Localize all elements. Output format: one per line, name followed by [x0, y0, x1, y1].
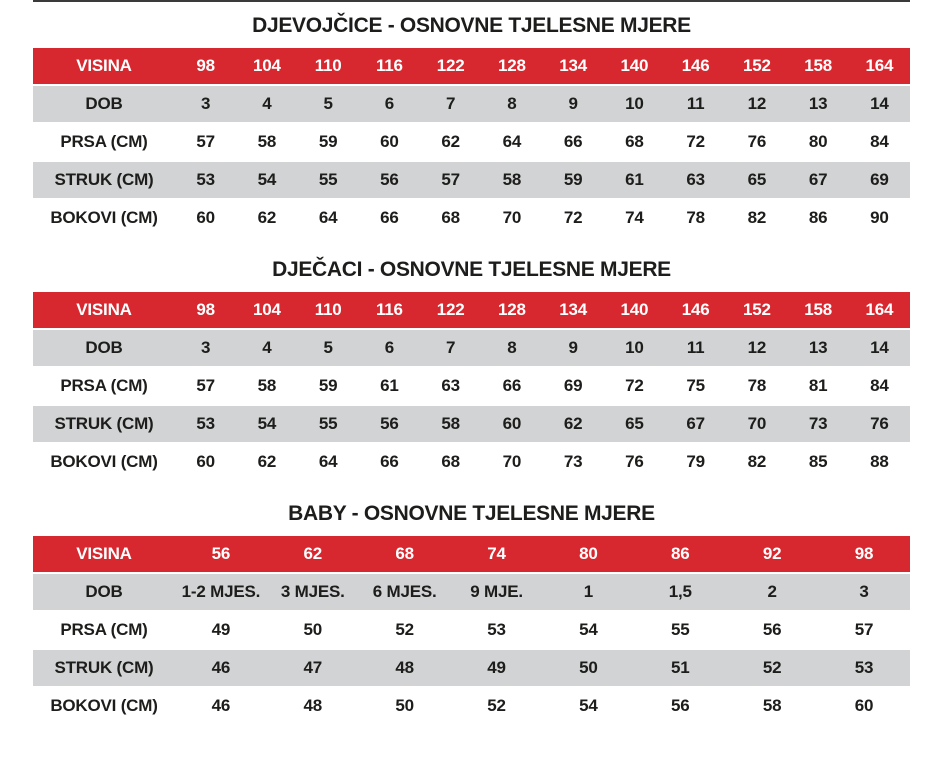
header-cell: 146: [681, 300, 710, 319]
value-cell: 53: [487, 620, 506, 639]
table-row-prsa-cm: [33, 612, 910, 648]
value-cell: 56: [762, 620, 782, 639]
header-cell: 86: [671, 544, 690, 563]
value-cell: 55: [318, 170, 338, 189]
row-label: VISINA: [76, 56, 132, 75]
value-cell: 2: [767, 582, 777, 601]
value-cell: 57: [854, 620, 874, 639]
value-cell: 47: [303, 658, 323, 677]
section-girls: [33, 14, 910, 236]
value-cell: 56: [380, 414, 399, 433]
value-cell: 14: [870, 338, 889, 357]
row-label: STRUK (CM): [54, 658, 154, 677]
header-cell: 56: [211, 544, 231, 563]
value-cell: 54: [257, 414, 277, 433]
header-cell: 164: [865, 56, 894, 75]
value-cell: 54: [579, 696, 598, 715]
size-table-boys: [33, 292, 910, 480]
value-cell: 65: [625, 414, 644, 433]
value-cell: 3 MJES.: [280, 582, 345, 601]
row-label: STRUK (CM): [54, 414, 154, 433]
value-cell: 76: [747, 132, 767, 151]
value-cell: 58: [441, 414, 460, 433]
value-cell: 80: [808, 132, 828, 151]
value-cell: 55: [671, 620, 690, 639]
header-cell: 122: [436, 56, 465, 75]
value-cell: 57: [441, 170, 460, 189]
value-cell: 55: [318, 414, 338, 433]
value-cell: 6: [384, 94, 394, 113]
value-cell: 52: [762, 658, 782, 677]
value-cell: 53: [196, 414, 215, 433]
value-cell: 60: [854, 696, 874, 715]
row-label: VISINA: [76, 544, 132, 563]
value-cell: 50: [395, 696, 414, 715]
value-cell: 84: [870, 376, 889, 395]
header-cell: 74: [487, 544, 506, 563]
value-cell: 66: [380, 452, 399, 471]
header-cell: 164: [865, 300, 894, 319]
value-cell: 7: [445, 338, 456, 357]
value-cell: 63: [686, 170, 705, 189]
table-title-boys: DJEČACI - OSNOVNE TJELESNE MJERE: [272, 258, 671, 281]
value-cell: 64: [502, 132, 522, 151]
value-cell: 1,5: [668, 582, 692, 601]
value-cell: 62: [441, 132, 460, 151]
section-baby: [33, 502, 910, 724]
size-table-girls: [33, 48, 910, 236]
table-row-visina: [33, 536, 910, 572]
value-cell: 90: [870, 208, 889, 227]
value-cell: 46: [211, 696, 231, 715]
value-cell: 1-2 MJES.: [181, 582, 261, 601]
header-cell: 104: [252, 300, 281, 319]
value-cell: 49: [487, 658, 506, 677]
value-cell: 61: [380, 376, 399, 395]
value-cell: 59: [563, 170, 583, 189]
value-cell: 14: [870, 94, 889, 113]
table-row-struk-cm: [33, 650, 910, 686]
header-cell: 152: [742, 300, 771, 319]
value-cell: 7: [445, 94, 456, 113]
value-cell: 64: [318, 452, 338, 471]
value-cell: 13: [808, 94, 828, 113]
value-cell: 82: [747, 452, 767, 471]
value-cell: 57: [196, 132, 215, 151]
value-cell: 64: [318, 208, 338, 227]
value-cell: 70: [502, 452, 522, 471]
header-cell: 158: [804, 56, 832, 75]
row-label: DOB: [85, 94, 123, 113]
value-cell: 13: [808, 338, 828, 357]
value-cell: 66: [380, 208, 399, 227]
value-cell: 50: [579, 658, 598, 677]
value-cell: 49: [211, 620, 231, 639]
value-cell: 4: [262, 94, 272, 113]
value-cell: 5: [323, 338, 333, 357]
row-label: STRUK (CM): [54, 170, 154, 189]
value-cell: 56: [380, 170, 399, 189]
table-row-visina: [33, 48, 910, 84]
header-cell: 146: [681, 56, 710, 75]
value-cell: 57: [196, 376, 215, 395]
table-row-struk-cm: [33, 406, 910, 442]
size-table-baby: [33, 536, 910, 724]
row-label: DOB: [85, 582, 123, 601]
header-cell: 110: [314, 300, 342, 319]
row-label: PRSA (CM): [60, 132, 148, 151]
value-cell: 65: [747, 170, 767, 189]
value-cell: 76: [870, 414, 889, 433]
table-row-visina: [33, 292, 910, 328]
value-cell: 73: [808, 414, 828, 433]
value-cell: 9: [568, 94, 578, 113]
value-cell: 76: [625, 452, 644, 471]
value-cell: 66: [563, 132, 583, 151]
table-row-dob: [33, 330, 910, 366]
value-cell: 4: [262, 338, 272, 357]
value-cell: 48: [303, 696, 323, 715]
header-cell: 158: [804, 300, 832, 319]
value-cell: 6 MJES.: [372, 582, 437, 601]
value-cell: 54: [579, 620, 598, 639]
value-cell: 68: [441, 208, 460, 227]
value-cell: 73: [563, 452, 583, 471]
value-cell: 3: [200, 338, 211, 357]
header-cell: 152: [742, 56, 771, 75]
value-cell: 58: [762, 696, 782, 715]
value-cell: 66: [502, 376, 522, 395]
table-row-bokovi-cm: [33, 444, 910, 480]
header-cell: 116: [375, 300, 403, 319]
value-cell: 78: [747, 376, 767, 395]
row-label: VISINA: [76, 300, 132, 319]
value-cell: 52: [395, 620, 414, 639]
table-row-prsa-cm: [33, 124, 910, 160]
table-title-girls: DJEVOJČICE - OSNOVNE TJELESNE MJERE: [252, 14, 691, 37]
value-cell: 11: [686, 94, 705, 113]
value-cell: 68: [441, 452, 460, 471]
value-cell: 12: [747, 94, 767, 113]
table-title-baby: BABY - OSNOVNE TJELESNE MJERE: [288, 502, 655, 525]
row-label: BOKOVI (CM): [50, 208, 158, 227]
header-cell: 92: [762, 544, 782, 563]
value-cell: 48: [395, 658, 414, 677]
value-cell: 54: [257, 170, 277, 189]
value-cell: 59: [318, 376, 338, 395]
value-cell: 88: [870, 452, 889, 471]
value-cell: 59: [318, 132, 338, 151]
size-chart-content: [33, 2, 910, 724]
value-cell: 74: [625, 208, 644, 227]
header-cell: 104: [252, 56, 281, 75]
value-cell: 69: [563, 376, 583, 395]
value-cell: 3: [200, 94, 211, 113]
value-cell: 12: [747, 338, 767, 357]
header-cell: 62: [303, 544, 323, 563]
value-cell: 68: [625, 132, 644, 151]
value-cell: 56: [671, 696, 690, 715]
value-cell: 62: [257, 208, 277, 227]
header-cell: 68: [395, 544, 414, 563]
header-cell: 128: [497, 300, 526, 319]
value-cell: 69: [870, 170, 889, 189]
header-cell: 140: [620, 300, 649, 319]
header-cell: 140: [620, 56, 649, 75]
value-cell: 82: [747, 208, 767, 227]
header-cell: 98: [196, 56, 215, 75]
value-cell: 51: [671, 658, 690, 677]
value-cell: 52: [487, 696, 506, 715]
value-cell: 46: [211, 658, 231, 677]
value-cell: 58: [502, 170, 522, 189]
value-cell: 6: [384, 338, 394, 357]
value-cell: 1: [583, 582, 594, 601]
header-cell: 116: [375, 56, 403, 75]
value-cell: 58: [257, 376, 277, 395]
value-cell: 62: [563, 414, 583, 433]
value-cell: 8: [507, 94, 517, 113]
header-cell: 134: [559, 56, 587, 75]
row-label: PRSA (CM): [60, 376, 148, 395]
value-cell: 61: [625, 170, 644, 189]
value-cell: 72: [625, 376, 644, 395]
header-cell: 98: [854, 544, 874, 563]
value-cell: 67: [808, 170, 828, 189]
value-cell: 11: [686, 338, 705, 357]
row-label: PRSA (CM): [60, 620, 148, 639]
value-cell: 58: [257, 132, 277, 151]
value-cell: 3: [859, 582, 869, 601]
value-cell: 63: [441, 376, 460, 395]
value-cell: 9 MJE.: [470, 582, 523, 601]
value-cell: 10: [625, 338, 644, 357]
header-cell: 122: [436, 300, 465, 319]
value-cell: 72: [563, 208, 583, 227]
value-cell: 81: [808, 376, 828, 395]
table-row-prsa-cm: [33, 368, 910, 404]
value-cell: 72: [686, 132, 705, 151]
section-boys: [33, 258, 910, 480]
value-cell: 60: [380, 132, 399, 151]
header-cell: 98: [196, 300, 215, 319]
value-cell: 86: [808, 208, 828, 227]
header-cell: 80: [579, 544, 598, 563]
value-cell: 67: [686, 414, 705, 433]
value-cell: 75: [686, 376, 705, 395]
value-cell: 8: [507, 338, 517, 357]
table-row-dob: [33, 574, 910, 610]
value-cell: 5: [323, 94, 333, 113]
table-row-bokovi-cm: [33, 688, 910, 724]
value-cell: 79: [686, 452, 705, 471]
header-cell: 110: [314, 56, 342, 75]
value-cell: 9: [568, 338, 578, 357]
value-cell: 70: [747, 414, 767, 433]
value-cell: 60: [196, 208, 215, 227]
value-cell: 50: [303, 620, 323, 639]
row-label: DOB: [85, 338, 123, 357]
value-cell: 60: [196, 452, 215, 471]
row-label: BOKOVI (CM): [50, 452, 158, 471]
value-cell: 78: [686, 208, 705, 227]
value-cell: 84: [870, 132, 889, 151]
value-cell: 53: [854, 658, 874, 677]
table-row-struk-cm: [33, 162, 910, 198]
header-cell: 134: [559, 300, 587, 319]
value-cell: 10: [625, 94, 644, 113]
table-row-bokovi-cm: [33, 200, 910, 236]
value-cell: 70: [502, 208, 522, 227]
value-cell: 53: [196, 170, 215, 189]
value-cell: 85: [808, 452, 828, 471]
table-row-dob: [33, 86, 910, 122]
value-cell: 60: [502, 414, 522, 433]
header-cell: 128: [497, 56, 526, 75]
value-cell: 62: [257, 452, 277, 471]
row-label: BOKOVI (CM): [50, 696, 158, 715]
